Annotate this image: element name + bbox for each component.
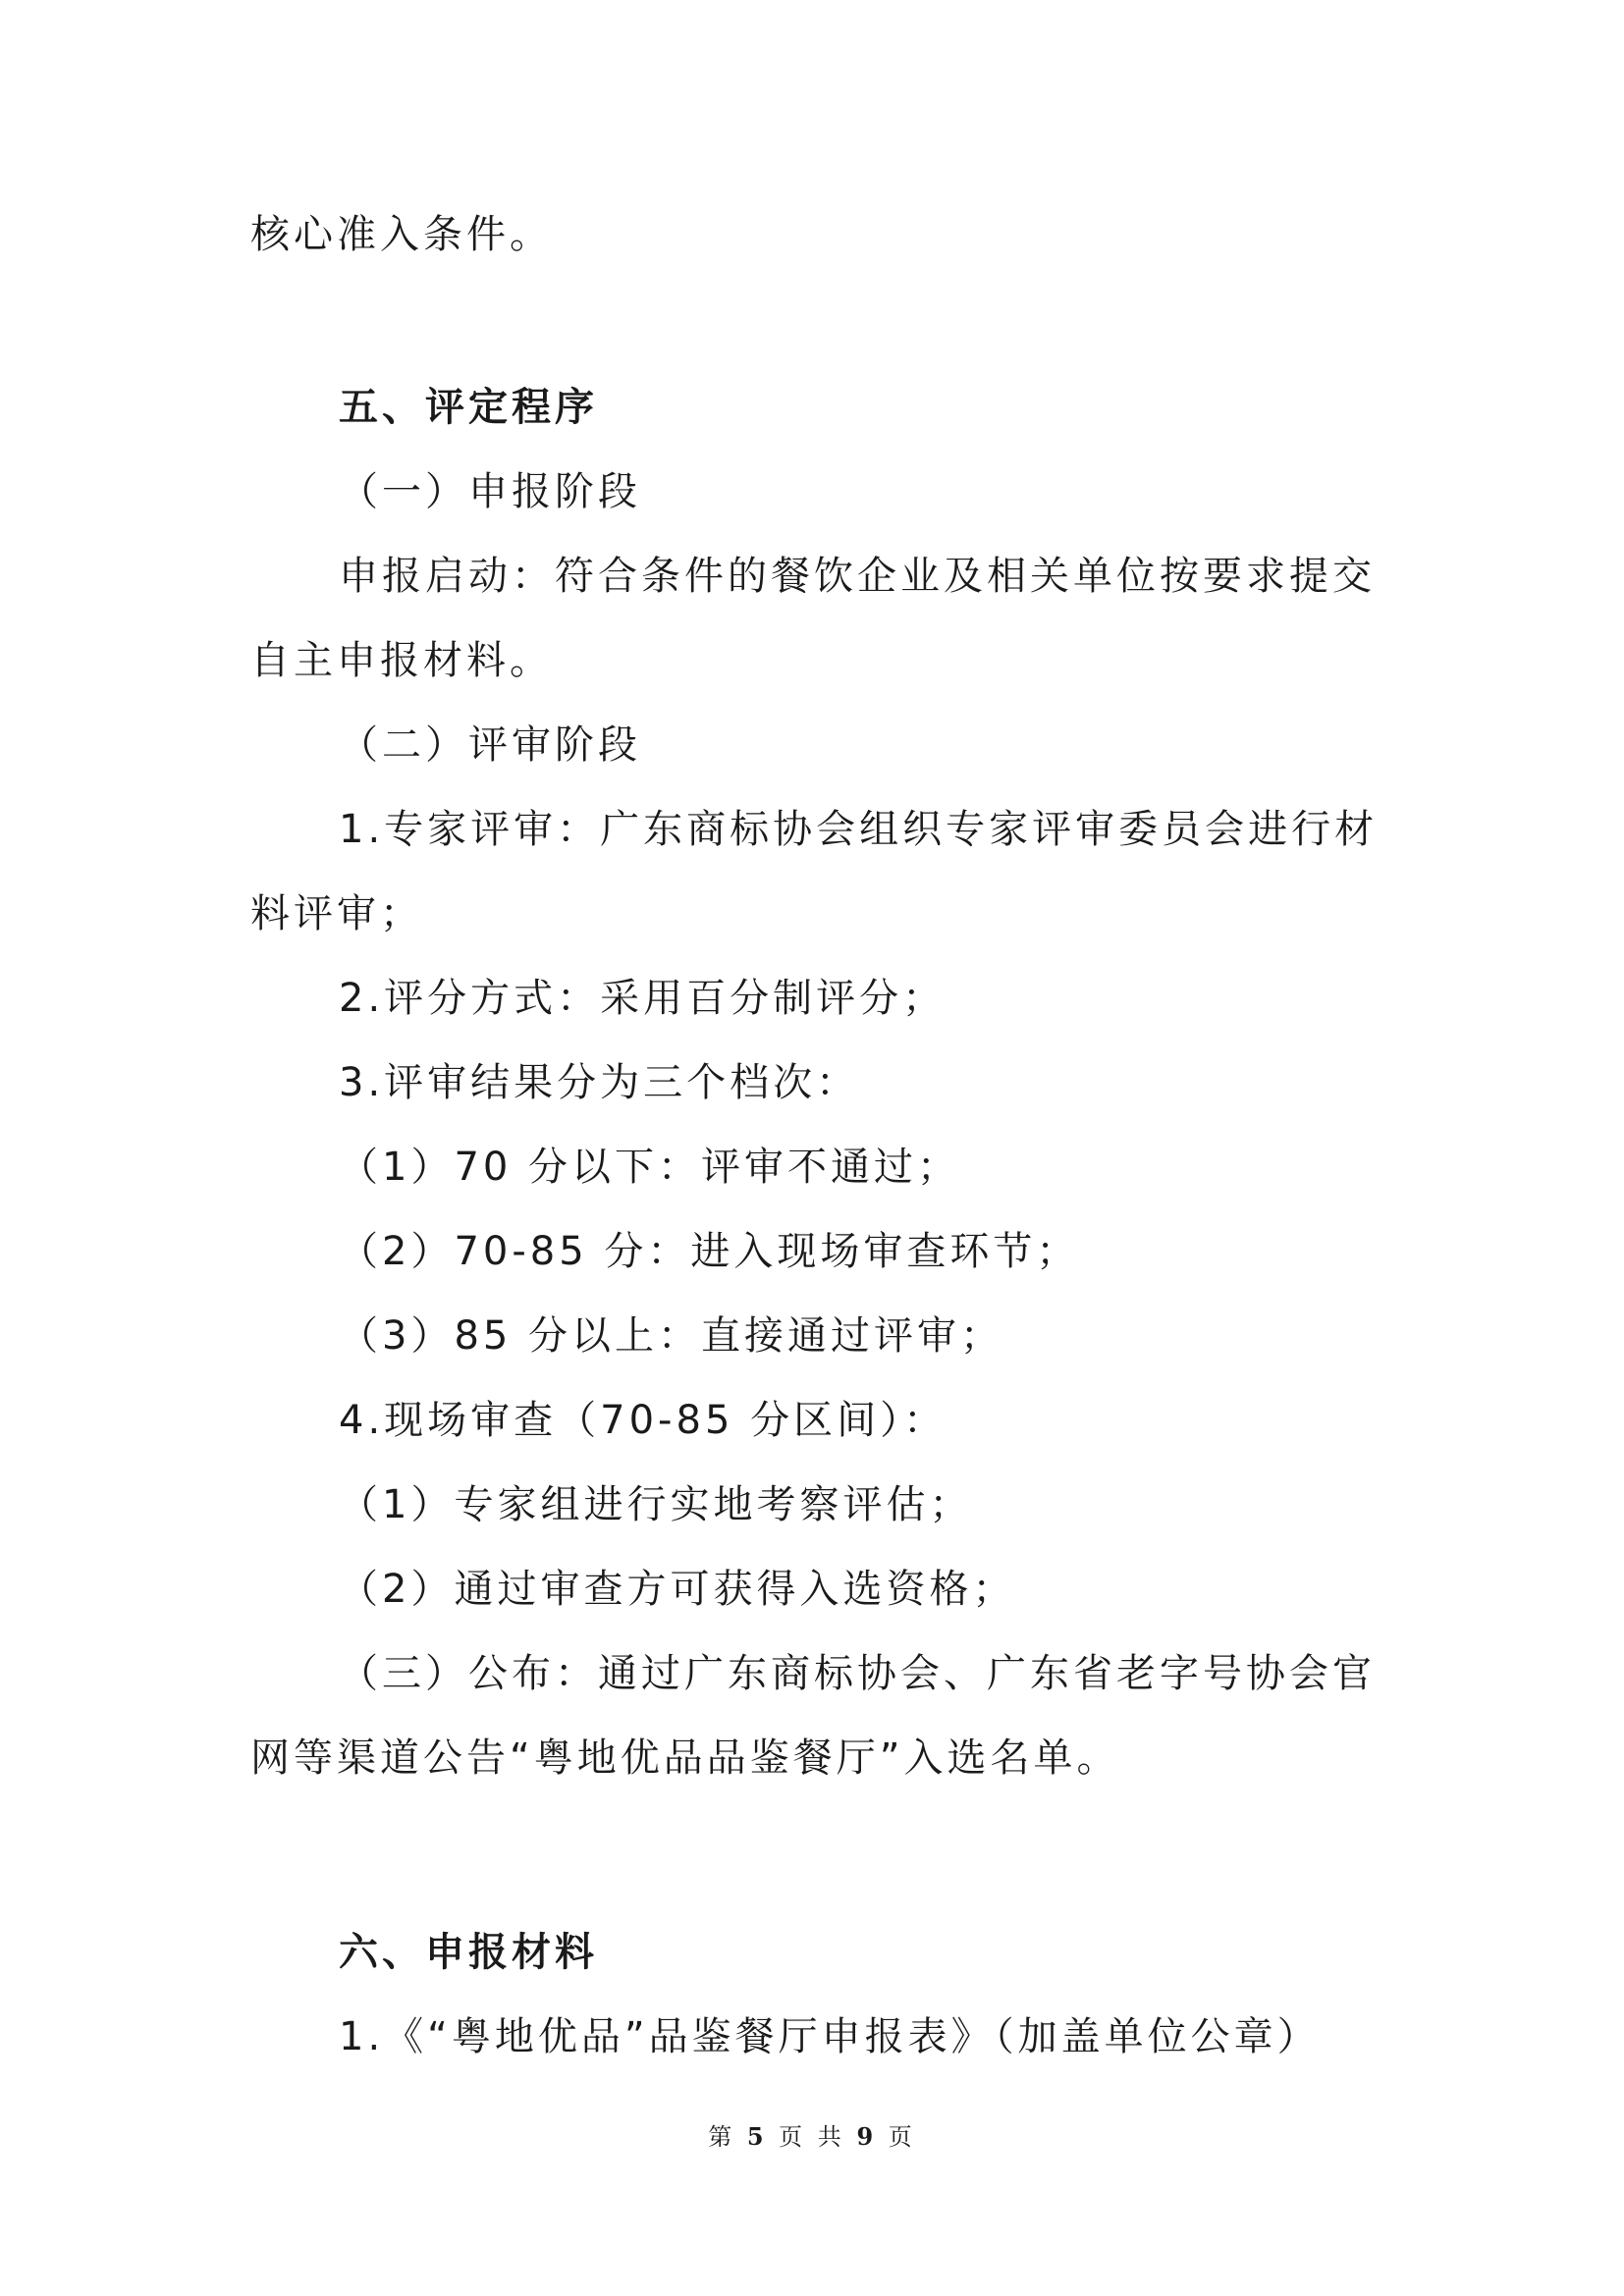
paragraph-line: 料评审； <box>250 891 423 936</box>
list-item: （1）专家组进行实地考察评估； <box>339 1482 973 1527</box>
list-item: （1）70 分以下：评审不通过； <box>339 1145 961 1190</box>
section-heading-6: 六、申报材料 <box>339 1930 598 1975</box>
paragraph-line: 网等渠道公告“粤地优品品鉴餐厅”入选名单。 <box>250 1735 1120 1781</box>
paragraph-continuation: 核心准入条件。 <box>250 212 553 257</box>
footer-middle: 页 共 <box>779 2123 845 2151</box>
section-heading-5: 五、评定程序 <box>339 385 598 430</box>
list-item: （2）通过审查方可获得入选资格； <box>339 1567 1016 1612</box>
list-item: （3）85 分以上：直接通过评审； <box>339 1313 1004 1359</box>
subsection-heading-2: （二）评审阶段 <box>339 722 641 768</box>
list-item: （2）70-85 分：进入现场审查环节； <box>339 1229 1080 1274</box>
paragraph-line: 3.评审结果分为三个档次： <box>339 1060 860 1105</box>
subsection-heading-1: （一）申报阶段 <box>339 469 641 514</box>
paragraph-line: 4.现场审查（70-85 分区间）： <box>339 1398 947 1443</box>
subsection-heading-3: （三）公布：通过广东商标协会、广东省老字号协会官 <box>339 1651 1376 1696</box>
current-page-number: 5 <box>746 2122 768 2151</box>
paragraph-line: 自主申报材料。 <box>250 638 553 683</box>
footer-prefix: 第 <box>708 2123 736 2151</box>
total-pages-number: 9 <box>856 2122 878 2151</box>
paragraph-line: 1.《“粤地优品”品鉴餐厅申报表》（加盖单位公章） <box>339 2014 1321 2059</box>
paragraph-line: 申报启动：符合条件的餐饮企业及相关单位按要求提交 <box>339 554 1376 599</box>
paragraph-line: 1.专家评审：广东商标协会组织专家评审委员会进行材 <box>339 807 1379 852</box>
footer-suffix: 页 <box>888 2123 916 2151</box>
page-footer <box>0 2117 1624 2152</box>
paragraph-line: 2.评分方式：采用百分制评分； <box>339 976 947 1021</box>
